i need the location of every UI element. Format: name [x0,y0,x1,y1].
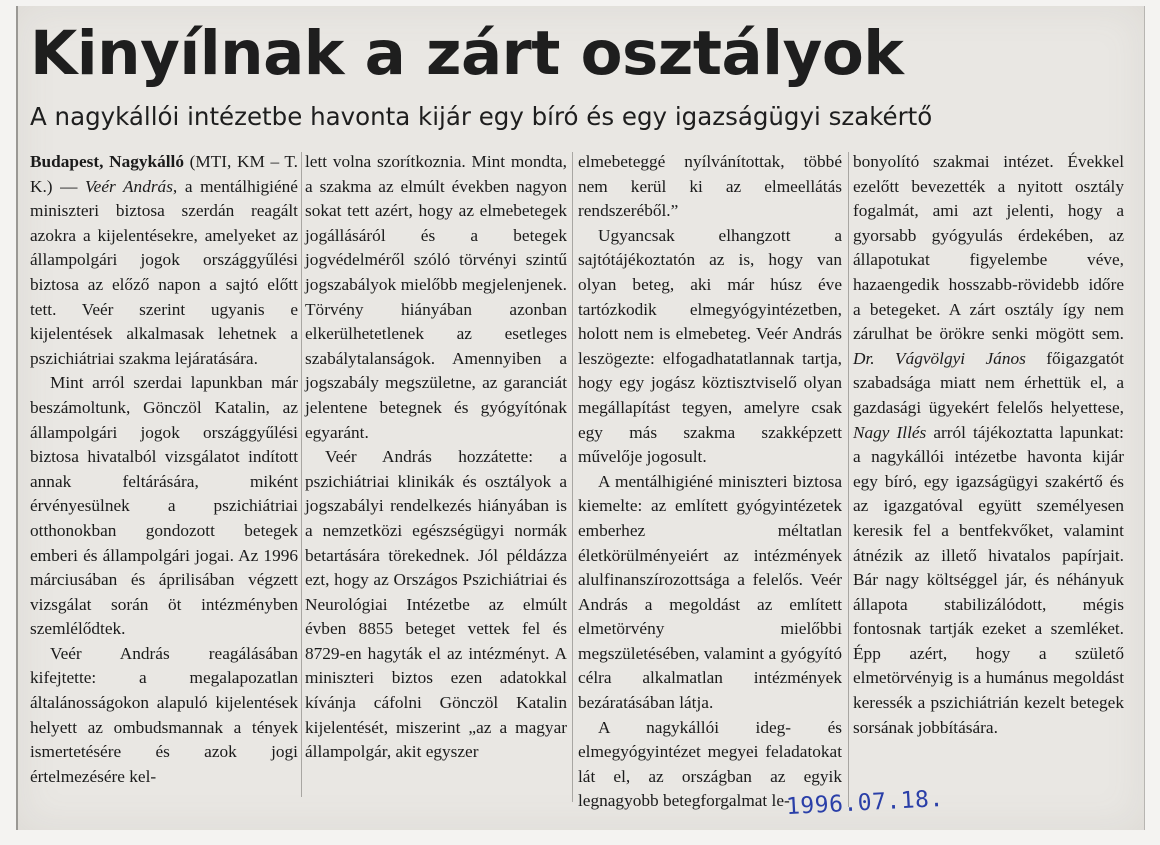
headline: Kinyílnak a zárt osztályok [30,18,904,89]
dateline: Budapest, Nagykálló [30,152,184,171]
column-rule [848,152,849,807]
paragraph-text: , a mentálhigiéné miniszteri biztosa szerdán reagált azokra a kijelentésekre, amelyeket az állampolgári jogok országgyűlési biztosa az előző napon a sajtó előtt tett. Veér szerint ugyanis e kijelentések alkalmasak lehetnek a pszichiátriai szakma lejáratására. [30,176,298,368]
column-rule [301,152,302,797]
paragraph: Ugyancsak elhangzott a sajtótájékoztatón az is, hogy van olyan beteg, aki már húsz éve tartózkodik elmegyógyintézetben, holott nem is elmebeteg. Veér András leszögezte: elfogadhatatlannak tartja, hogy egy jogász köztisztviselő olyan megállapítást tegyen, amelyre csak egy más szakma szakképzett művelője jogosult. [578,225,842,467]
paragraph: A mentálhigiéné miniszteri biztosa kiemelte: az említett gyógyintézetek emberhez méltatlan életkörülményeiért az intézmények alulfinanszírozottsága a felelős. Veér András a megoldást az említett elmetörvény mielőbbi megszületésében, valamint a gyógyító célra alkalmatlan intézmények bezáratásában látja. [578,471,842,713]
paragraph: lett volna szorítkoznia. Mint mondta, a szakma az elmúlt években nagyon sokat tett azért, hogy az elmebetegek jogállásáról és a betegek jogvédelméről szóló törvényi szintű jogszabályok mielőbb megjelenjenek. Törvény hiányában azonban elkerülhetetlenek az esetleges szabálytalanságok. Amennyiben a jogszabály megszületne, az garanciát jelentene betegnek és gyógyítónak egyaránt. [305,152,567,442]
person-name: Nagy Illés [853,422,927,442]
column-rule [572,152,573,802]
paragraph: Veér András reagálásában kifejtette: a megalapozatlan általánosságokon alapuló kijelentések helyett az ombudsmannak a tények ismertetésére és azok jogi értelmezésére kel- [30,643,298,786]
handwritten-date: 1996.07.18. [785,785,945,821]
person-name: Dr. Vágvölgyi János [853,348,1026,368]
paragraph-text: bonyolító szakmai intézet. Évekkel ezelőtt bevezették a nyitott osztály fogalmát, ami azt jelenti, hogy a gyorsabb gyógyulás érdekében, az állapotukat figyelembe véve, hazaengedik hosszabb-rövidebb időre a betegeket. A zárt osztály így nem zárulhat be örökre senki mögött sem. [853,152,1124,344]
subheadline: A nagykállói intézetbe havonta kijár egy bíró és egy igazságügyi szakértő [30,102,933,131]
paragraph: Veér András hozzátette: a pszichiátriai klinikák és osztályok a jogszabályi rendelkezés hiányában is a nemzetközi egészségügyi normák betartására törekednek. Jól példázza ezt, hogy az Országos Pszichiátriai és Neurológiai Intézetbe az elmúlt évben 8855 beteget vettek fel és 8729-en hagyták el az intézményt. A miniszteri biztos ezen adatokkal kívánja cáfolni Gönczöl Katalin kijelentését, miszerint „az a magyar állampolgár, akit egyszer [305,447,567,762]
paragraph-text: arról tájékoztatta lapunkat: a nagykállói intézetbe havonta kijár egy bíró, egy igazságügyi szakértő és az igazgatóval együtt személyesen keresik fel a bentfekvőket, valamint átnézik az illető hivatalos papírjait. Bár nagy költséggel jár, és néhányuk állapota stabilizálódott, mégis fontosnak tartják ezeket a szemléket. Épp azért, hogy a születő elmetörvényig is a humánus megoldást keressék a pszichiátrián kezelt betegek sorsának jobbítására. [853,422,1124,737]
paragraph: A nagykállói ideg- és elmegyógyintézet megyei feladatokat lát el, az országban az egyik legnagyobb betegforgalmat le- [578,717,842,811]
article-column-2 [305,150,567,765]
article-column-1 [30,150,298,789]
lead-paragraph [30,150,298,371]
article-column-3 [578,150,842,814]
article-column-4 [853,150,1124,740]
person-name: Veér András [85,176,173,196]
paragraph: Mint arról szerdai lapunkban már beszámoltunk, Gönczöl Katalin, az állampolgári jogok országgyűlési biztosa hivatalból vizsgálatot indított annak feltárására, miként érvényesülnek a pszichiátriai otthonokban gondozott betegek emberi és állampolgári jogai. Az 1996 márciusában és áprilisában végzett vizsgálat során öt intézményben szemlélődtek. [30,373,298,639]
source-credit: (MTI, KM – T. K.) — [30,152,298,196]
paragraph-text: főigazgatót szabadsága miatt nem érhettük el, a gazdasági ügyekért felelős helyettese, [853,348,1124,417]
paragraph [853,150,1124,740]
paragraph: elmebeteggé nyílvánítottak, többé nem kerül ki az elmeellátás rendszeréből.” [578,152,842,221]
